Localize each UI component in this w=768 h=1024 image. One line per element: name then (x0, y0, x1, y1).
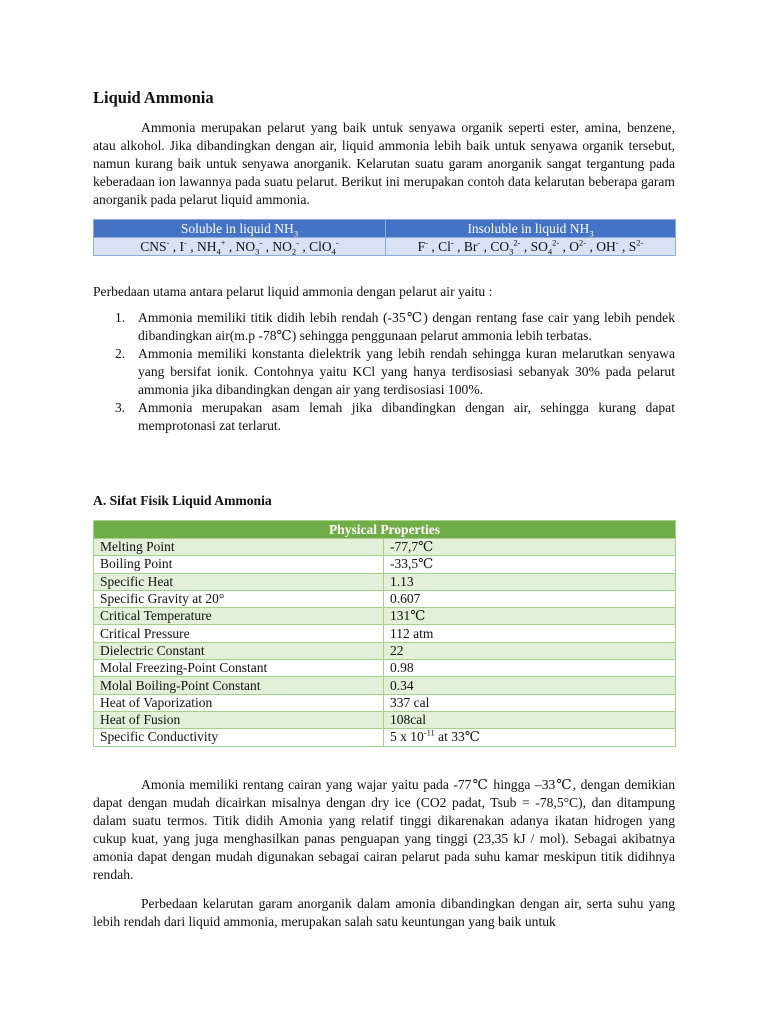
list-item: 2. Ammonia memiliki konstanta dielektrik yang lebih rendah sehingga kuran melarutkan senyawa yang bersifat ionik. Contohnya yaitu KCl yang hanya terdisosiasi sebanyak 30% pada pelarut ammonia jika dibandingkan dengan air yang terdisosiasi 100%. (115, 346, 675, 397)
table-row: Boiling Point -33,5℃ (94, 556, 676, 573)
section-heading: A. Sifat Fisik Liquid Ammonia (93, 493, 272, 508)
insoluble-header: Insoluble in liquid $NH_3$ (386, 220, 676, 238)
table-row: Heat of Vaporization 337 cal (94, 694, 676, 711)
table-row: Heat of Fusion 108cal (94, 711, 676, 728)
differences-intro: Perbedaan utama antara pelarut liquid ammonia dengan pelarut air yaitu : (93, 284, 493, 299)
soluble-ions: CNS- , I- , $NH_4^+$ , $NO_3^-$ , $NO_2^-$ , ClO$_4$- (94, 238, 386, 256)
soluble-header: Soluble in liquid $NH_3$ (94, 220, 386, 238)
table-row: Dielectric Constant 22 (94, 642, 676, 659)
solubility-table (93, 219, 676, 256)
table-row: Critical Temperature 131℃ (94, 608, 676, 625)
table-row: Molal Freezing-Point Constant 0.98 (94, 660, 676, 677)
table-row: Critical Pressure 112 atm (94, 625, 676, 642)
table-row: Melting Point -77,7℃ (94, 539, 676, 556)
insoluble-ions: F- , Cl- , Br- , $CO_3^{2-}$ , $SO_4^{2-}$ , $O^{2-}$ , OH- , $S^{2-}$ (386, 238, 676, 256)
physical-properties-table (93, 520, 676, 747)
intro-paragraph: Ammonia merupakan pelarut yang baik untuk senyawa organik seperti ester, amina, benzene, atau alkohol. Jika dibandingkan dengan air, liquid ammonia lebih baik untuk senyawa organik tersebut, namun kurang baik untuk senyawa anorganik. Kelarutan suatu garam anorganik sangat tergantung pada keberadaan ion lawannya pada suatu pelarut. Berikut ini merupakan contoh data kelarutan beberapa garam anorganik pada pelarut liquid ammonia. (93, 120, 675, 207)
body-paragraph-2: Amonia memiliki rentang cairan yang wajar yaitu pada -77℃ hingga –33℃, dengan demikian dapat dengan mudah dicairkan misalnya dengan dry ice (CO2 padat, Tsub = -78,5°C), dan ditampung dalam suatu termos. Titik didih Amonia yang relatif tinggi dikarenakan adanya ikatan hidrogen yang cukup kuat, yang juga menghasilkan panas penguapan yang tinggi (23,35 kJ / mol). Sebagai akibatnya amonia dapat dengan mudah digunakan sebagai cairan pelarut pada suhu kamar meskipun titik didihnya rendah. (93, 777, 675, 882)
body-paragraph-3: Perbedaan kelarutan garam anorganik dalam amonia dibandingkan dengan air, serta suhu yang lebih rendah dari liquid ammonia, merupakan salah satu keuntungan yang baik untuk (93, 896, 675, 929)
table-row: Specific Conductivity 5 x $10^{-11}$ at 33℃ (94, 729, 676, 746)
differences-list (93, 309, 675, 435)
properties-header: Physical Properties (94, 521, 676, 539)
table-row: Specific Heat 1.13 (94, 573, 676, 590)
list-item: 3. Ammonia merupakan asam lemah jika dibandingkan dengan air, sehingga kurang dapat memprotonasi zat terlarut. (115, 400, 675, 433)
page-title: Liquid Ammonia (93, 88, 214, 107)
list-item: 1. Ammonia memiliki titik didih lebih rendah (-35℃) dengan rentang fase cair yang lebih pendek dibandingkan air(m.p -78℃) sehingga penggunaan pelarut ammonia lebih terbatas. (115, 310, 675, 343)
table-row: Specific Gravity at 20° 0.607 (94, 590, 676, 607)
table-row: Molal Boiling-Point Constant 0.34 (94, 677, 676, 694)
